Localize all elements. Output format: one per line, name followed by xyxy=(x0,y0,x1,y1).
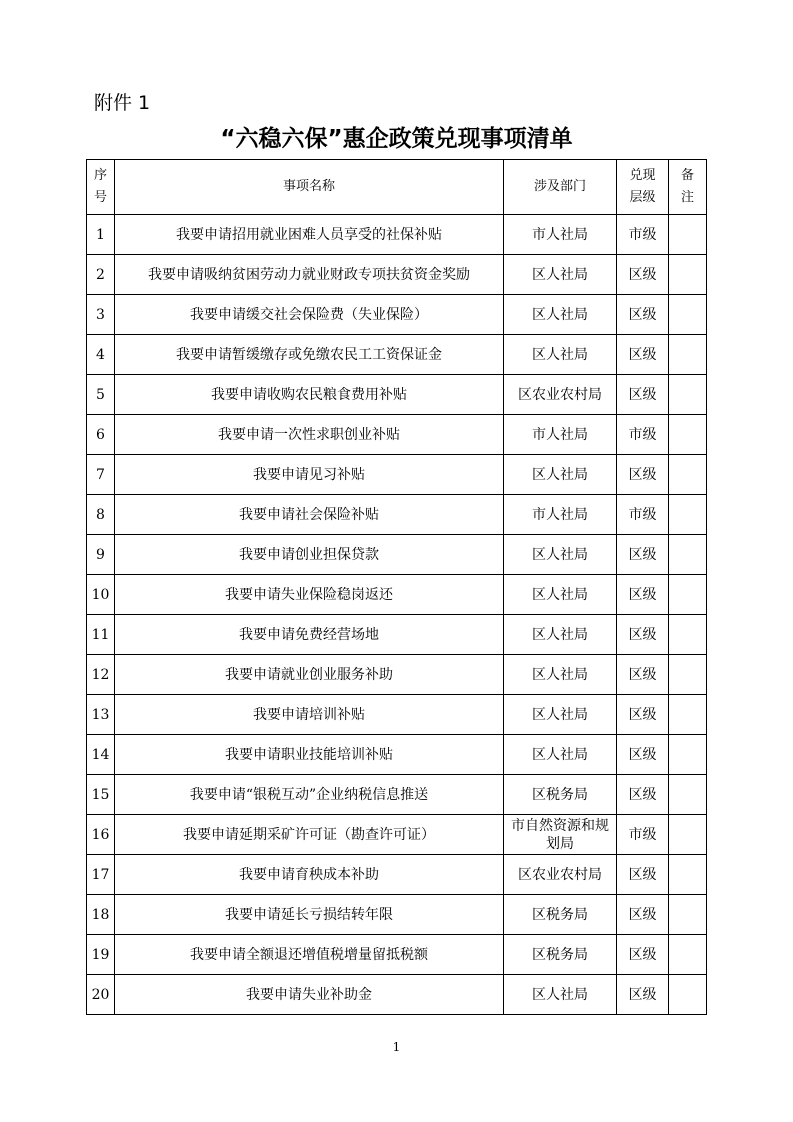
table-row xyxy=(87,335,707,375)
department-cell: 市人社局 xyxy=(504,415,617,455)
document-title: “六稳六保”惠企政策兑现事项清单 xyxy=(220,126,573,152)
department-cell: 区人社局 xyxy=(504,455,617,495)
department-cell: 市自然资源和规划局 xyxy=(504,815,617,855)
row-number-cell: 6 xyxy=(87,415,115,455)
header-level-line2: 层级 xyxy=(629,190,656,205)
remark-cell xyxy=(669,375,707,415)
department-cell: 区农业农村局 xyxy=(504,855,617,895)
level-cell: 区级 xyxy=(617,855,669,895)
row-number-cell: 8 xyxy=(87,495,115,535)
level-cell: 区级 xyxy=(617,455,669,495)
row-number-cell: 11 xyxy=(87,615,115,655)
level-cell: 市级 xyxy=(617,495,669,535)
department-cell: 区税务局 xyxy=(504,775,617,815)
header-level xyxy=(617,160,669,215)
table-row xyxy=(87,495,707,535)
level-cell: 区级 xyxy=(617,575,669,615)
item-name-cell: 我要申请招用就业困难人员享受的社保补贴 xyxy=(115,215,504,255)
table-row xyxy=(87,535,707,575)
table-row xyxy=(87,895,707,935)
row-number-cell: 7 xyxy=(87,455,115,495)
item-name-cell: 我要申请暂缓缴存或免缴农民工工资保证金 xyxy=(115,335,504,375)
level-cell: 区级 xyxy=(617,695,669,735)
department-cell: 区税务局 xyxy=(504,895,617,935)
level-cell: 区级 xyxy=(617,895,669,935)
table-row xyxy=(87,415,707,455)
remark-cell xyxy=(669,495,707,535)
remark-cell xyxy=(669,935,707,975)
row-number-cell: 19 xyxy=(87,935,115,975)
table-row xyxy=(87,455,707,495)
header-remark xyxy=(669,160,707,215)
item-name-cell: 我要申请延长亏损结转年限 xyxy=(115,895,504,935)
table-row xyxy=(87,255,707,295)
table-row xyxy=(87,375,707,415)
remark-cell xyxy=(669,415,707,455)
row-number-cell: 9 xyxy=(87,535,115,575)
department-cell: 区人社局 xyxy=(504,735,617,775)
department-cell: 区税务局 xyxy=(504,935,617,975)
department-cell: 区人社局 xyxy=(504,615,617,655)
row-number-cell: 3 xyxy=(87,295,115,335)
item-name-cell: 我要申请吸纳贫困劳动力就业财政专项扶贫资金奖励 xyxy=(115,255,504,295)
table-row xyxy=(87,775,707,815)
row-number-cell: 5 xyxy=(87,375,115,415)
level-cell: 区级 xyxy=(617,615,669,655)
level-cell: 区级 xyxy=(617,975,669,1015)
remark-cell xyxy=(669,735,707,775)
level-cell: 区级 xyxy=(617,935,669,975)
item-name-cell: 我要申请失业保险稳岗返还 xyxy=(115,575,504,615)
remark-cell xyxy=(669,775,707,815)
table-row xyxy=(87,615,707,655)
row-number-cell: 20 xyxy=(87,975,115,1015)
row-number-cell: 2 xyxy=(87,255,115,295)
table-row xyxy=(87,295,707,335)
item-name-cell: 我要申请失业补助金 xyxy=(115,975,504,1015)
remark-cell xyxy=(669,615,707,655)
item-name-cell: 我要申请延期采矿许可证（勘查许可证） xyxy=(115,815,504,855)
remark-cell xyxy=(669,335,707,375)
remark-cell xyxy=(669,895,707,935)
header-remark-line1: 备 xyxy=(680,168,694,183)
row-number-cell: 16 xyxy=(87,815,115,855)
row-number-cell: 1 xyxy=(87,215,115,255)
row-number-cell: 18 xyxy=(87,895,115,935)
item-name-cell: 我要申请全额退还增值税增量留抵税额 xyxy=(115,935,504,975)
table-row xyxy=(87,935,707,975)
department-cell: 区人社局 xyxy=(504,655,617,695)
level-cell: 市级 xyxy=(617,215,669,255)
row-number-cell: 10 xyxy=(87,575,115,615)
level-cell: 市级 xyxy=(617,815,669,855)
row-number-cell: 15 xyxy=(87,775,115,815)
item-name-cell: 我要申请一次性求职创业补贴 xyxy=(115,415,504,455)
department-cell: 市人社局 xyxy=(504,215,617,255)
department-cell: 区人社局 xyxy=(504,695,617,735)
header-item: 事项名称 xyxy=(115,160,504,215)
item-name-cell: 我要申请创业担保贷款 xyxy=(115,535,504,575)
page-number: 1 xyxy=(392,1040,401,1054)
remark-cell xyxy=(669,255,707,295)
item-name-cell: 我要申请育秧成本补助 xyxy=(115,855,504,895)
remark-cell xyxy=(669,575,707,615)
table-row xyxy=(87,855,707,895)
item-name-cell: 我要申请收购农民粮食费用补贴 xyxy=(115,375,504,415)
level-cell: 区级 xyxy=(617,735,669,775)
department-cell: 市人社局 xyxy=(504,495,617,535)
department-cell: 区人社局 xyxy=(504,535,617,575)
row-number-cell: 14 xyxy=(87,735,115,775)
level-cell: 区级 xyxy=(617,775,669,815)
row-number-cell: 12 xyxy=(87,655,115,695)
remark-cell xyxy=(669,815,707,855)
item-name-cell: 我要申请社会保险补贴 xyxy=(115,495,504,535)
header-index xyxy=(87,160,115,215)
remark-cell xyxy=(669,215,707,255)
remark-cell xyxy=(669,535,707,575)
level-cell: 市级 xyxy=(617,415,669,455)
row-number-cell: 17 xyxy=(87,855,115,895)
header-level-line1: 兑现 xyxy=(629,168,656,183)
header-index-line2: 号 xyxy=(93,190,107,205)
table-row xyxy=(87,695,707,735)
header-index-line1: 序 xyxy=(93,168,107,183)
level-cell: 区级 xyxy=(617,295,669,335)
level-cell: 区级 xyxy=(617,655,669,695)
table-row xyxy=(87,815,707,855)
department-cell: 区农业农村局 xyxy=(504,375,617,415)
row-number-cell: 4 xyxy=(87,335,115,375)
row-number-cell: 13 xyxy=(87,695,115,735)
attachment-label: 附件 1 xyxy=(94,92,151,114)
item-name-cell: 我要申请缓交社会保险费（失业保险） xyxy=(115,295,504,335)
item-name-cell: 我要申请培训补贴 xyxy=(115,695,504,735)
table-row xyxy=(87,215,707,255)
item-name-cell: 我要申请免费经营场地 xyxy=(115,615,504,655)
policy-items-table xyxy=(86,159,707,1015)
header-department: 涉及部门 xyxy=(504,160,617,215)
remark-cell xyxy=(669,975,707,1015)
item-name-cell: 我要申请职业技能培训补贴 xyxy=(115,735,504,775)
item-name-cell: 我要申请就业创业服务补助 xyxy=(115,655,504,695)
level-cell: 区级 xyxy=(617,335,669,375)
department-cell: 区人社局 xyxy=(504,575,617,615)
table-header-row xyxy=(87,160,707,215)
table-row xyxy=(87,735,707,775)
item-name-cell: 我要申请“银税互动”企业纳税信息推送 xyxy=(115,775,504,815)
level-cell: 区级 xyxy=(617,255,669,295)
table-row xyxy=(87,655,707,695)
table-row xyxy=(87,975,707,1015)
remark-cell xyxy=(669,695,707,735)
department-cell: 区人社局 xyxy=(504,255,617,295)
level-cell: 区级 xyxy=(617,535,669,575)
remark-cell xyxy=(669,855,707,895)
table-row xyxy=(87,575,707,615)
department-cell: 区人社局 xyxy=(504,335,617,375)
level-cell: 区级 xyxy=(617,375,669,415)
department-cell: 区人社局 xyxy=(504,295,617,335)
remark-cell xyxy=(669,655,707,695)
item-name-cell: 我要申请见习补贴 xyxy=(115,455,504,495)
header-remark-line2: 注 xyxy=(680,190,694,205)
remark-cell xyxy=(669,295,707,335)
department-cell: 区人社局 xyxy=(504,975,617,1015)
remark-cell xyxy=(669,455,707,495)
